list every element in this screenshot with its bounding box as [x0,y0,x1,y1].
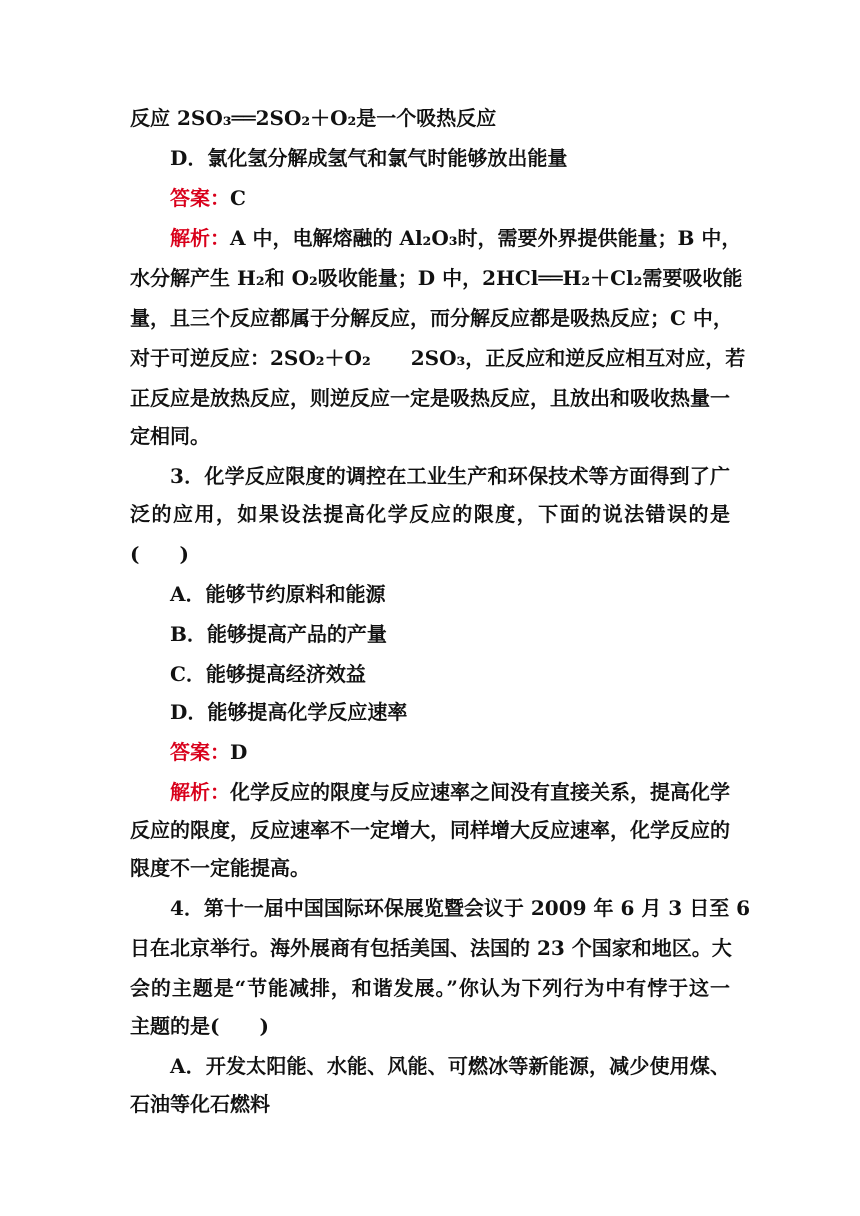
analysis-line [170,226,742,250]
text-line: 量，且三个反应都属于分解反应，而分解反应都是吸热反应；C 中， [130,306,733,330]
question-3: 3．化学反应限度的调控在工业生产和环保技术等方面得到了广 [170,464,730,488]
text-line: 会的主题是“节能减排，和谐发展。”你认为下列行为中有悖于这一 [130,976,730,1000]
question-4: 4．第十一届中国国际环保展览暨会议于 2009 年 6 月 3 日至 6 [170,896,751,920]
answer-value: C [230,186,246,210]
option-c: C．能够提高经济效益 [170,662,366,686]
text-line: 正反应是放热反应，则逆反应一定是吸热反应，且放出和吸收热量一 [130,386,730,410]
option-a: A．开发太阳能、水能、风能、可燃冰等新能源，减少使用煤、 [170,1054,730,1078]
equation-right: 2SO₃，正反应和逆反应相互对应，若 [410,346,746,370]
equation-left: 对于可逆反应：2SO₂＋O₂ [130,346,371,370]
text-line: 日在北京举行。海外展商有包括美国、法国的 23 个国家和地区。大 [130,936,732,960]
text-line: 定相同。 [130,424,210,448]
text-line: 水分解产生 H₂和 O₂吸收能量；D 中，2HCl══H₂＋Cl₂需要吸收能 [130,266,743,290]
text-line [130,346,746,370]
option-b: B．能够提高产品的产量 [170,622,387,646]
text-line: 限度不一定能提高。 [130,856,310,880]
answer-line [170,186,730,210]
answer-value: D [230,740,248,764]
analysis-line [170,780,730,804]
analysis-text: 化学反应的限度与反应速率之间没有直接关系，提高化学 [230,780,730,804]
text-line: 石油等化石燃料 [130,1092,270,1116]
text-line: 反应 2SO₃══2SO₂＋O₂是一个吸热反应 [130,106,497,130]
option-a: A．能够节约原料和能源 [170,582,386,606]
answer-label: 答案： [170,186,230,210]
analysis-label: 解析： [170,226,230,250]
answer-label: 答案： [170,740,230,764]
text-line: 反应的限度，反应速率不一定增大，同样增大反应速率，化学反应的 [130,818,730,842]
text-line: 主题的是( ) [130,1014,269,1038]
analysis-label: 解析： [170,780,230,804]
blank-parentheses: ( ) [130,542,189,566]
option-d: D．氯化氢分解成氢气和氯气时能够放出能量 [170,146,568,170]
option-d: D．能够提高化学反应速率 [170,700,408,724]
answer-line [170,740,730,764]
text-line: 泛的应用，如果设法提高化学反应的限度，下面的说法错误的是 [130,502,730,526]
analysis-text: A 中，电解熔融的 Al₂O₃时，需要外界提供能量；B 中， [230,226,742,250]
